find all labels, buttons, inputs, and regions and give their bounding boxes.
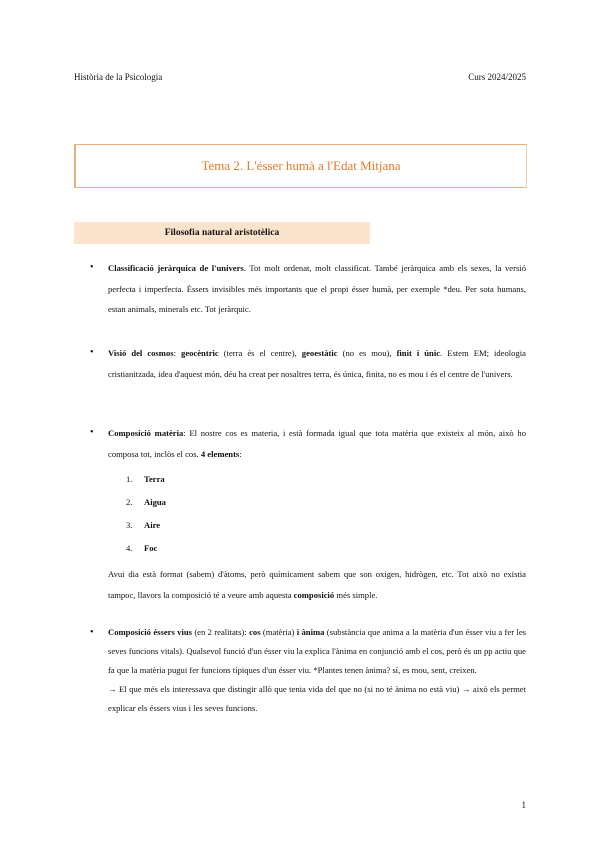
bullet-term: composició — [293, 589, 335, 600]
bullet-text: (no es mou), — [337, 348, 397, 358]
page-number: 1 — [521, 800, 526, 810]
header-year: Curs 2024/2025 — [468, 72, 526, 82]
bullet-text: (matèria) — [260, 627, 297, 637]
chapter-title: Tema 2. L'ésser humà a l'Edat Mitjana — [201, 158, 401, 173]
paragraph — [108, 564, 526, 605]
element-label: Aire — [144, 520, 161, 530]
bullet-term: geoestàtic — [301, 348, 338, 358]
bullet-text: (substància que anima a la matèria d'un ésser viu a fer les seves funcions vitals). Qualsevol funció d'un ésser viu la explica l'ànima en conjunció amb el cos, però és un pp actiu que fa que la matèria pugui fer funcions típiques d'un ésser viu. *Plantes tenen ànima? sí, es mou, sent, creixen. — [108, 627, 526, 675]
bullet-text: : El nostre cos es materia, i està formada igual que tota matèria que existeix al món, això ho composa tot, inclòs el cos. — [108, 428, 526, 459]
bullet-text: (en 2 realitats): — [191, 627, 250, 637]
element-item: 2. Aigua — [126, 497, 166, 507]
bullet-text: més simple. — [334, 589, 378, 600]
header-course: Història de la Psicologia — [74, 72, 163, 82]
bullet-term: i ànima — [296, 627, 325, 637]
chapter-title-box — [74, 144, 527, 188]
bullet-term: finit i únic — [396, 348, 441, 358]
section-heading-text: Filosofia natural aristotèlica — [164, 228, 280, 238]
arrow-paragraph: → El que més els interessava que distingir allò que tenia vida del que no (si no té ànima no està viu) → això els permet explicar els éssers vius i les seves funcions. — [108, 684, 526, 713]
bullet-term: Composició matèria — [108, 428, 184, 438]
element-label: Aigua — [144, 497, 166, 507]
element-item: 1. Terra — [126, 474, 165, 484]
element-label: Foc — [144, 543, 158, 553]
bullet-text: Avui dia està format (sabem) d'àtoms, però químicament sabem que son oxigen, hidrògen, etc. Tot això no existia tampoc, llavors la composició té a veure amb aquesta — [108, 569, 526, 600]
bullet-term: cos — [249, 627, 261, 637]
element-item: 4. Foc — [126, 543, 158, 553]
bullet-term: geocèntric — [181, 348, 219, 358]
bullet-text: . Estem EM; ideologia cristianitzada, idea d'aquest món, déu ha creat per nosaltres terra, és única, finita, no es mou i és el centre de l'univers. — [108, 348, 526, 379]
element-label: Terra — [144, 474, 165, 484]
bullet-text: : — [173, 348, 182, 358]
bullet-term: Classificació jeràrquica de l'univers — [108, 263, 244, 273]
bullet-term: Visió del cosmos — [108, 348, 174, 358]
bullet-term: 4 elements — [200, 448, 240, 459]
bullet-text: (terra és el centre), — [218, 348, 302, 358]
bullet-item — [74, 258, 526, 320]
bullet-text: . Tot molt ordenat, molt classificat. També jeràrquica amb els sexes, la versió perfecta i imperfecta. Éssers invisibles més importants que el propi ésser humà, per exemple *deu. Per sota humans, estan animals, minerals etc. Tot jeràrquic. — [108, 263, 526, 314]
bullet-item — [74, 423, 526, 605]
bullet-text: : — [239, 448, 242, 459]
section-heading — [74, 222, 370, 244]
bullet-item — [74, 623, 526, 718]
bullet-item — [74, 343, 526, 384]
page-header — [74, 72, 526, 82]
element-item: 3. Aire — [126, 520, 161, 530]
elements-list — [108, 468, 526, 560]
bullet-term: Composició éssers vius — [108, 627, 192, 637]
